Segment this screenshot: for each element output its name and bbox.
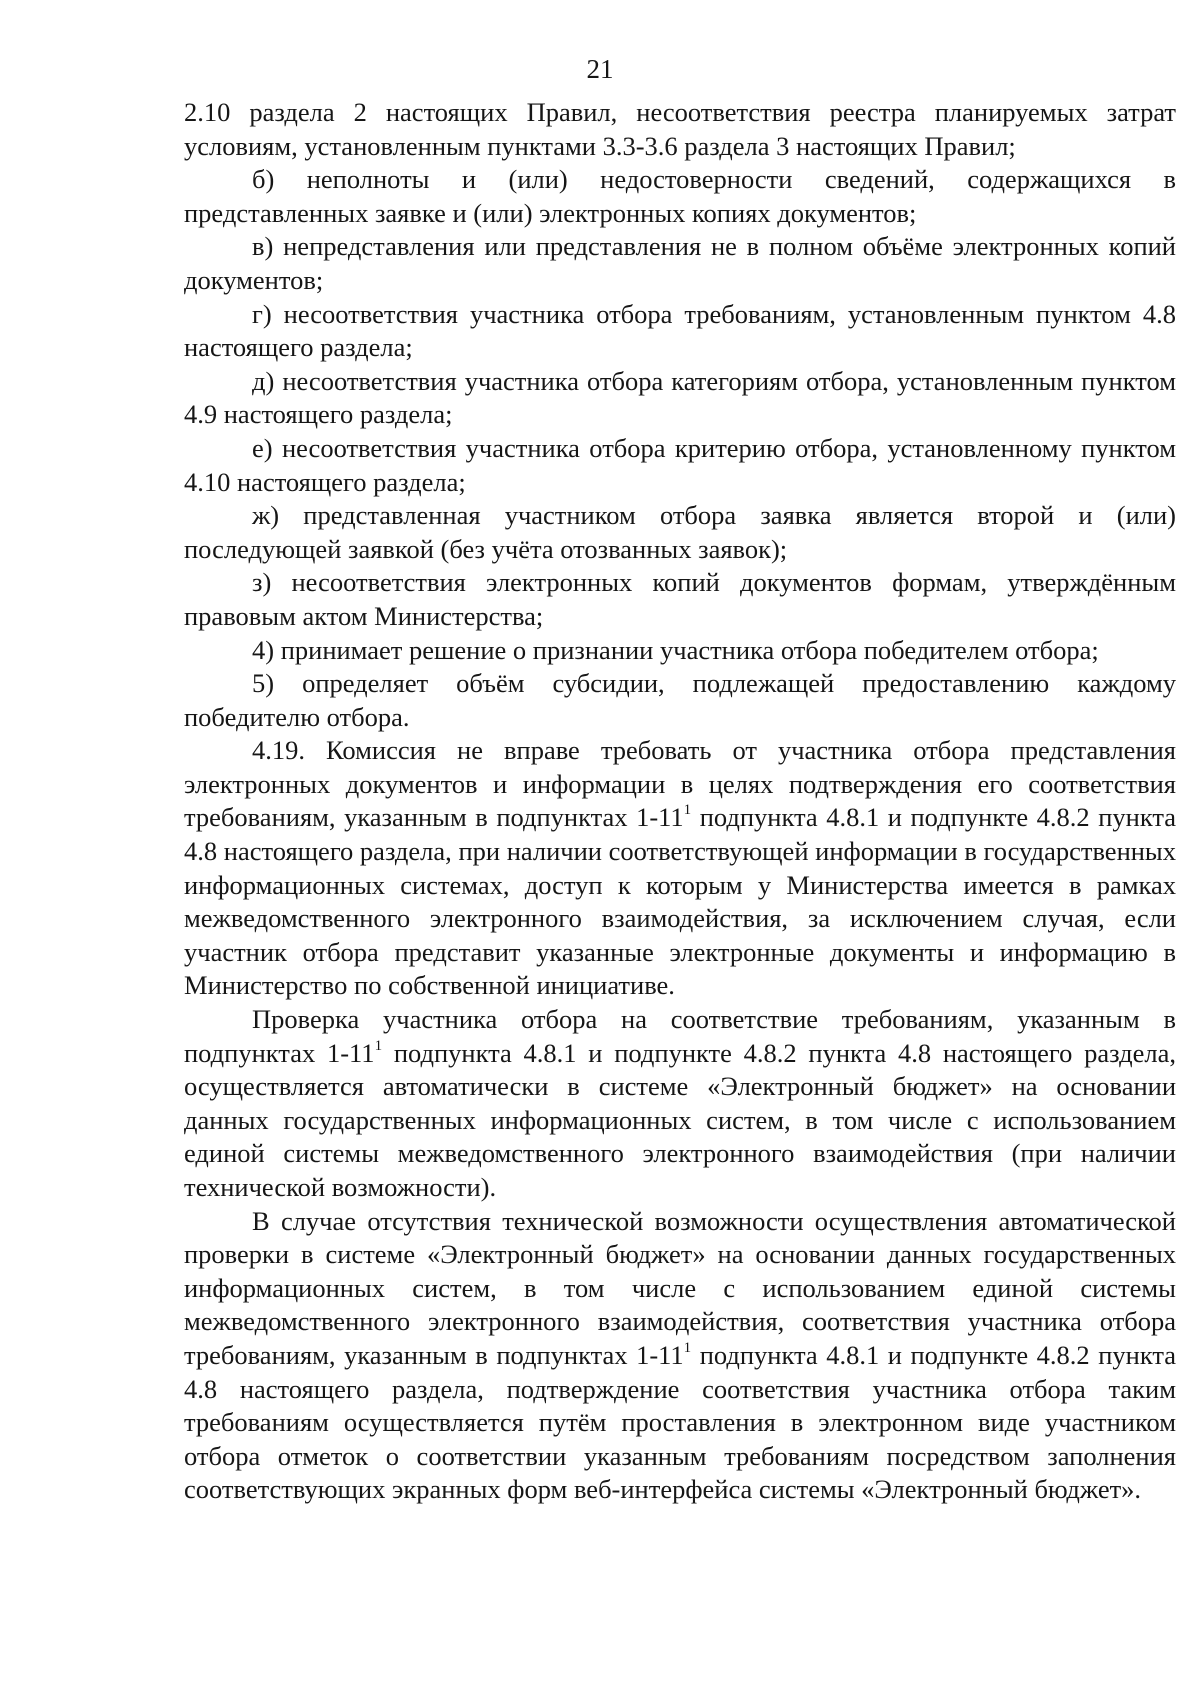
superscript: 1: [683, 802, 692, 819]
list-item-zh: ж) представленная участником отбора заявка является второй и (или) последующей заявкой (без учёта отозванных заявок);: [184, 500, 1176, 564]
superscript: 1: [683, 1339, 692, 1356]
list-item-g: г) несоответствия участника отбора требованиям, установленным пунктом 4.8 настоящего раздела;: [184, 298, 1176, 363]
page-number: 21: [586, 54, 614, 84]
paragraph-4-19: [184, 734, 1176, 1003]
paragraph-text: Проверка участника отбора на соответствие требованиям, указанным в подпунктах 1-11: [184, 1004, 1176, 1068]
superscript: 1: [374, 1037, 383, 1054]
paragraph-text: подпункта 4.8.1 и подпункте 4.8.2 пункта 4.8 настоящего раздела, подтверждение соответствия участника отбора таким требованиям осуществляется путём проставления в электронном виде участником отбора отметок о соответствии указанным требованиям посредством заполнения соответствующих экранных форм веб-интерфейса системы «Электронный бюджет».: [184, 1339, 1177, 1505]
list-item-e: е) несоответствия участника отбора критерию отбора, установленному пунктом 4.10 настоящего раздела;: [184, 432, 1176, 497]
list-item-v: в) непредставления или представления не в полном объёме электронных копий документов;: [184, 231, 1176, 295]
paragraph-continuation: 2.10 раздела 2 настоящих Правил, несоответствия реестра планируемых затрат условиям, установленным пунктами 3.3-3.6 раздела 3 настоящих Правил;: [184, 97, 1176, 161]
list-item-d: д) несоответствия участника отбора категориям отбора, установленным пунктом 4.9 настоящего раздела;: [184, 365, 1176, 430]
list-item-4: 4) принимает решение о признании участника отбора победителем отбора;: [252, 634, 1099, 665]
paragraph-text: подпункта 4.8.1 и подпункте 4.8.2 пункта 4.8 настоящего раздела, осуществляется автоматически в системе «Электронный бюджет» на основании данных государственных информационных систем, в том числе с использованием единой системы межведомственного электронного взаимодействия (при наличии технической возможности).: [184, 1037, 1176, 1202]
paragraph-text: подпункта 4.8.1 и подпункте 4.8.2 пункта 4.8 настоящего раздела, при наличии соответствующей информации в государственных информационных системах, доступ к которым у Министерства имеется в рамках межведомственного электронного взаимодействия, за исключением случая, если участник отбора представит указанные электронные документы и информацию в Министерство по собственной инициативе.: [184, 802, 1177, 1001]
list-item-5: 5) определяет объём субсидии, подлежащей предоставлению каждому победителю отбора.: [184, 668, 1176, 732]
paragraph-no-technical-possibility: [184, 1205, 1176, 1507]
list-item-b: б) неполноты и (или) недостоверности сведений, содержащихся в представленных заявке и (или) электронных копиях документов;: [184, 164, 1176, 228]
paragraph-text: 4.19. Комиссия не вправе требовать от участника отбора представления электронных документов и информации в целях подтверждения его соответствия требованиям, указанным в подпунктах 1-11: [184, 735, 1176, 833]
document-body: [184, 96, 1176, 1507]
paragraph-verification: [184, 1003, 1176, 1205]
list-item-z: з) несоответствия электронных копий документов формам, утверждённым правовым актом Министерства;: [184, 567, 1176, 631]
paragraph-text: В случае отсутствия технической возможности осуществления автоматической проверки в системе «Электронный бюджет» на основании данных государственных информационных систем, в том числе с использованием единой системы межведомственного электронного взаимодействия, соответствия участника отбора требованиям, указанным в подпунктах 1-11: [184, 1205, 1176, 1370]
